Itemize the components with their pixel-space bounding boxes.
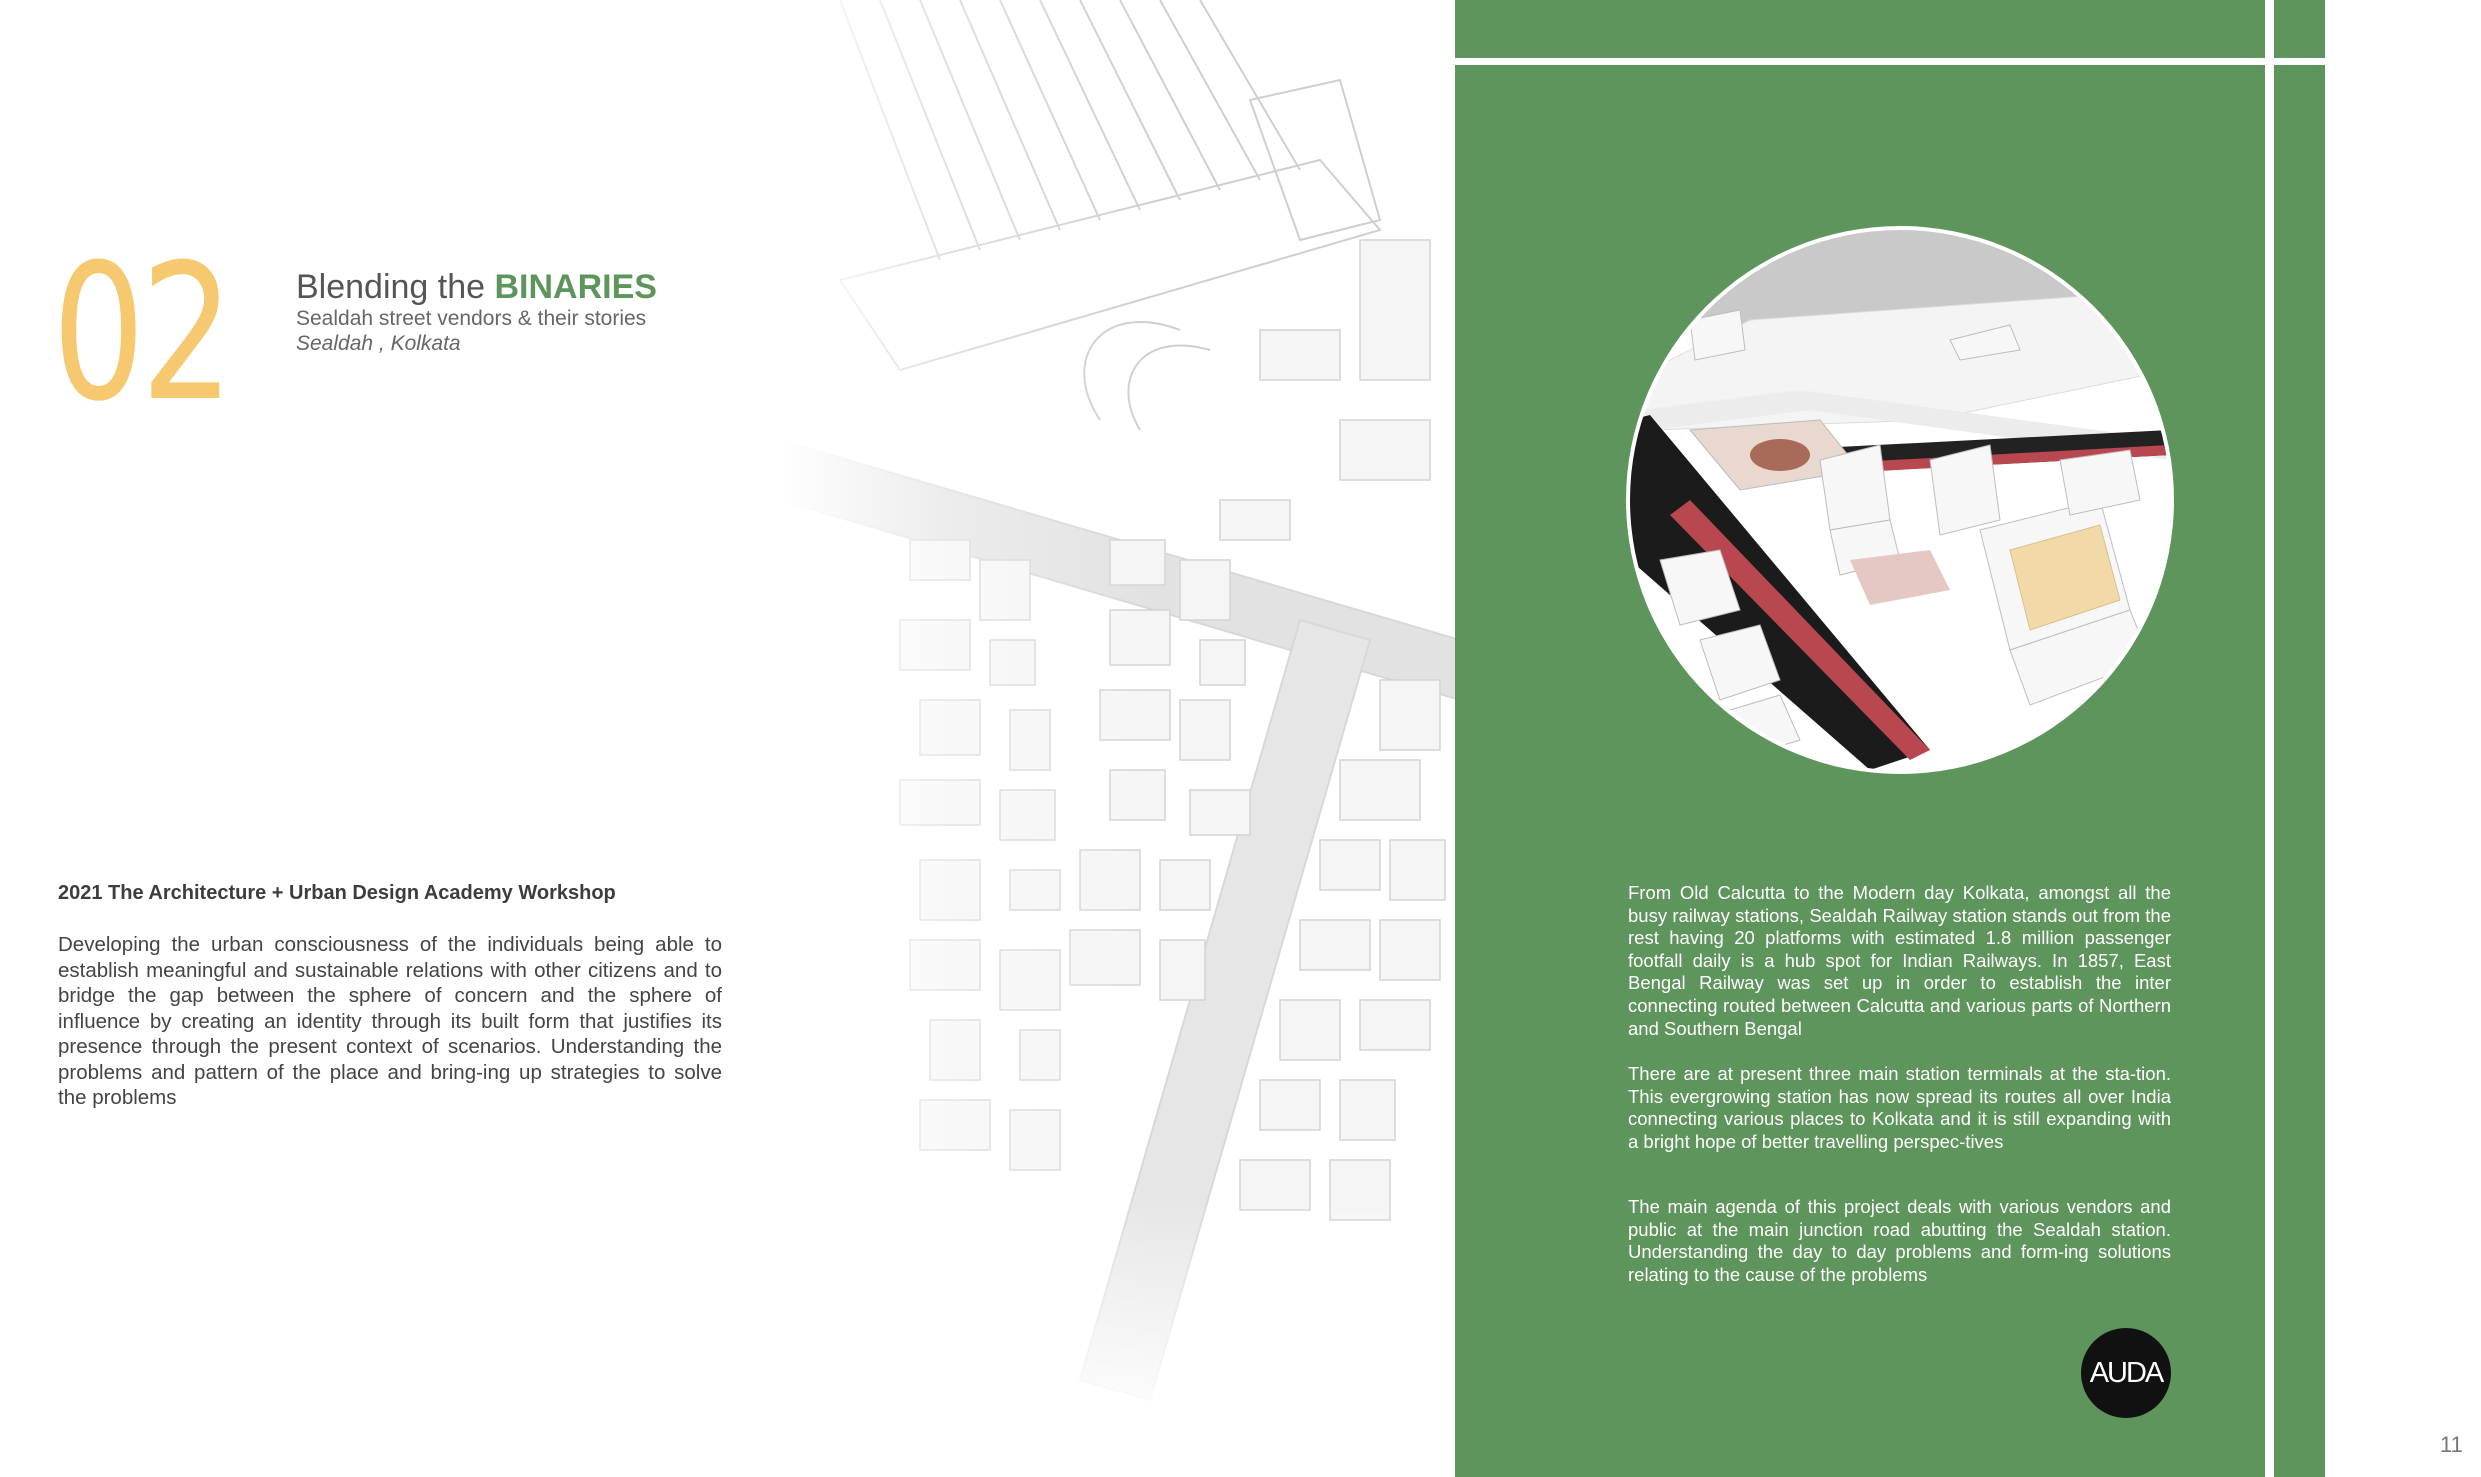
workshop-heading: 2021 The Architecture + Urban Design Academy Workshop xyxy=(58,882,616,904)
project-title xyxy=(296,268,657,307)
title-accent: BINARIES xyxy=(494,268,657,306)
panel-vertical-divider xyxy=(2265,0,2274,1477)
project-location: Sealdah , Kolkata xyxy=(296,332,461,355)
intro-paragraph: Developing the urban consciousness of the individuals being able to establish meaningful and sustainable relations with other citizens and to bridge the gap between the sphere of concern and the sphere of influence by creating an identity through its built form that justifies its presence through the present context of scenarios. Understanding the problems and pattern of the place and bring-ing up strategies to solve the problems xyxy=(58,933,722,1109)
terminals-paragraph: There are at present three main station terminals at the sta-tion. This evergrowing station has now spread its routes all over India connecting various places to Kolkata and it is still expanding with a bright hope of better travelling perspec-tives xyxy=(1628,1063,2171,1152)
aerial-model-image xyxy=(1630,230,2170,770)
project-subtitle: Sealdah street vendors & their stories xyxy=(296,307,647,330)
title-plain: Blending the xyxy=(296,268,495,306)
section-number: 02 xyxy=(52,224,230,443)
map-fade-bottom-overlay xyxy=(780,1200,1460,1477)
history-paragraph: From Old Calcutta to the Modern day Kolkata, amongst all the busy railway stations, Sealdah Railway station stands out from the rest having 20 platforms with estimated 1.8 million passenger footfall daily is a hub spot for Indian Railways. In 1857, East Bengal Railway was set up in order to establish the inter connecting routed between Calcutta and various parts of Northern and Southern Bengal xyxy=(1628,882,2171,1039)
page-number: 11 xyxy=(2440,1432,2463,1457)
agenda-paragraph: The main agenda of this project deals with various vendors and public at the main junction road abutting the Sealdah station. Understanding the day to day problems and form-ing solutions relating to the cause of the problems xyxy=(1628,1196,2171,1285)
panel-horizontal-divider xyxy=(1455,58,2325,65)
auda-logo: AUDA xyxy=(2081,1328,2171,1418)
